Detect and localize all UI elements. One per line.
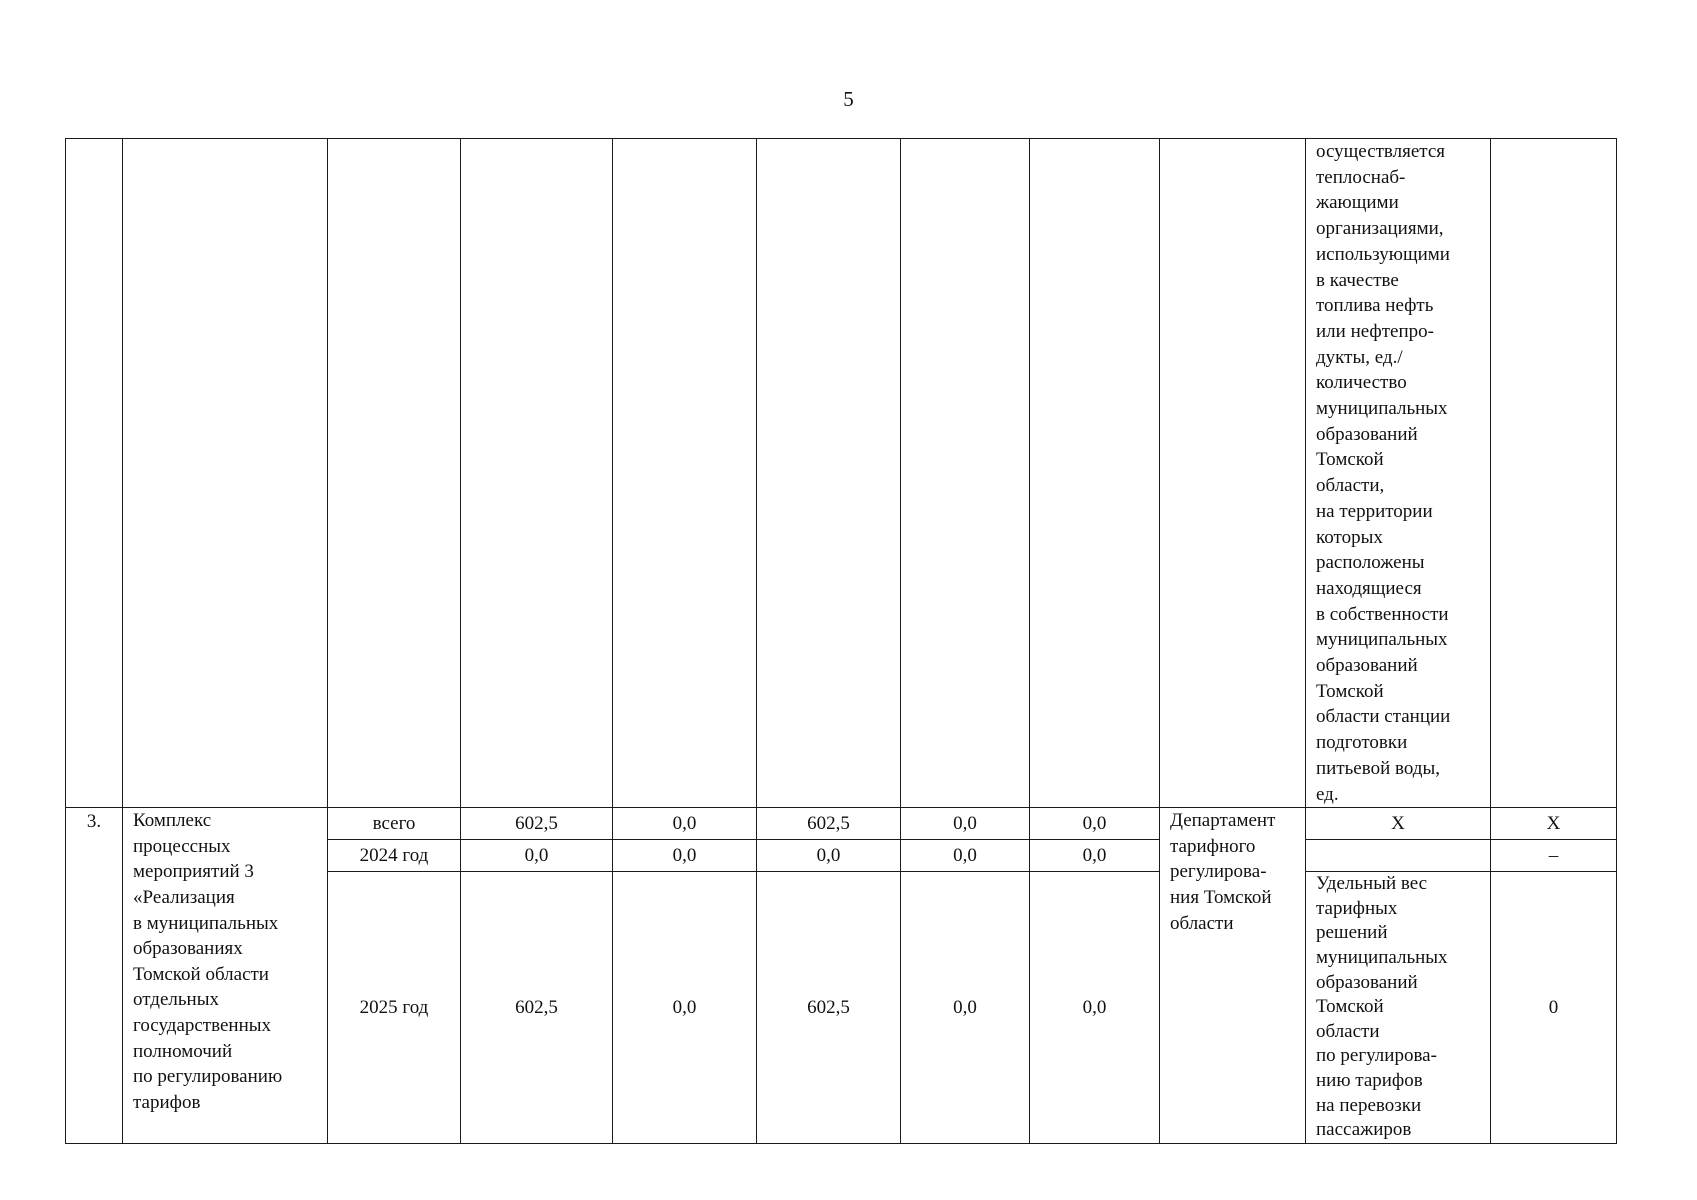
measure-name-line: тарифов	[133, 1091, 201, 1113]
measure-name-line: Комплекс	[133, 810, 212, 832]
continuation-indicator-line: образований	[1316, 423, 1418, 445]
continuation-indicator-line: в качестве	[1316, 269, 1399, 291]
continuation-indicator-line: теплоснаб-	[1316, 166, 1406, 188]
continuation-indicator-line: области,	[1316, 475, 1385, 497]
value-federal: 0,0	[613, 872, 757, 1144]
indicator-name	[1306, 840, 1491, 872]
continuation-indicator-line: Томской	[1316, 449, 1384, 471]
measure-name-line: мероприятий 3	[133, 861, 254, 883]
value-regional: 0,0	[757, 840, 901, 872]
indicator-name-line: пассажиров	[1316, 1119, 1412, 1141]
value-total: 602,5	[461, 808, 613, 840]
responsible-executor-line: Департамент	[1170, 810, 1276, 832]
value-other: 0,0	[1030, 808, 1160, 840]
continuation-cell-other	[1030, 139, 1160, 808]
indicator-name-line: решений	[1316, 922, 1388, 944]
responsible-cell	[1160, 808, 1306, 1144]
continuation-indicator-line: области станции	[1316, 706, 1451, 728]
value-local: 0,0	[901, 840, 1030, 872]
measure-name-line: полномочий	[133, 1040, 233, 1062]
indicator-name-line: по регулирова-	[1316, 1045, 1437, 1067]
table-row	[66, 808, 1617, 840]
measure-name	[133, 808, 323, 1115]
indicator-name-line: на перевозки	[1316, 1094, 1422, 1116]
indicator-value: –	[1491, 840, 1617, 872]
continuation-indicator-line: организациями,	[1316, 218, 1444, 240]
value-other: 0,0	[1030, 872, 1160, 1144]
indicator-name-line: Томской	[1316, 996, 1384, 1018]
value-local: 0,0	[901, 872, 1030, 1144]
indicator-value: 0	[1491, 872, 1617, 1144]
continuation-cell-federal	[613, 139, 757, 808]
continuation-indicator-line: муниципальных	[1316, 629, 1448, 651]
value-federal: 0,0	[613, 808, 757, 840]
measure-name-line: Томской области	[133, 963, 269, 985]
measure-name-line: «Реализация	[133, 887, 235, 909]
continuation-indicator-line: Томской	[1316, 680, 1384, 702]
indicator-name: X	[1306, 808, 1491, 840]
indicator-name-line: образований	[1316, 971, 1418, 993]
measure-name-line: по регулированию	[133, 1066, 283, 1088]
indicator-name-line: Удельный вес	[1316, 873, 1428, 895]
continuation-indicator-line: которых	[1316, 526, 1383, 548]
indicator-name-line: нию тарифов	[1316, 1070, 1423, 1092]
measure-name-line: в муниципальных	[133, 912, 279, 934]
period-label: 2025 год	[328, 872, 461, 1144]
responsible-executor	[1170, 808, 1301, 936]
continuation-cell-name	[123, 139, 328, 808]
continuation-indicator-line: топлива нефть	[1316, 295, 1434, 317]
continuation-cell-indicator-value	[1491, 139, 1617, 808]
continuation-indicator-line: в собственности	[1316, 603, 1449, 625]
indicator-name-cell	[1306, 872, 1491, 1144]
indicator-name-line: области	[1316, 1020, 1380, 1042]
continuation-row	[66, 139, 1617, 808]
measure-name-line: отдельных	[133, 989, 219, 1011]
continuation-indicator-line: подготовки	[1316, 732, 1408, 754]
period-label: всего	[328, 808, 461, 840]
indicator-name	[1306, 872, 1490, 1143]
indicator-name-line: тарифных	[1316, 897, 1398, 919]
continuation-cell-total	[461, 139, 613, 808]
continuation-indicator-text	[1306, 139, 1490, 807]
responsible-executor-line: тарифного	[1170, 835, 1256, 857]
value-federal: 0,0	[613, 840, 757, 872]
responsible-executor-line: ния Томской	[1170, 887, 1272, 909]
value-other: 0,0	[1030, 840, 1160, 872]
responsible-executor-line: области	[1170, 912, 1234, 934]
continuation-indicator-line: на территории	[1316, 500, 1433, 522]
continuation-indicator-line: или нефтепро-	[1316, 320, 1434, 342]
continuation-indicator-line: ед.	[1316, 783, 1339, 805]
responsible-executor-line: регулирова-	[1170, 861, 1267, 883]
continuation-indicator-line: находящиеся	[1316, 577, 1422, 599]
continuation-indicator-line: питьевой воды,	[1316, 757, 1440, 779]
value-total: 602,5	[461, 872, 613, 1144]
continuation-indicator-line: использующими	[1316, 243, 1450, 265]
continuation-cell-responsible	[1160, 139, 1306, 808]
page-number: 5	[843, 87, 854, 111]
measure-name-line: государственных	[133, 1015, 272, 1037]
continuation-cell-index	[66, 139, 123, 808]
value-total: 0,0	[461, 840, 613, 872]
value-regional: 602,5	[757, 872, 901, 1144]
row-index: 3.	[66, 808, 123, 1144]
continuation-indicator-line: осуществляется	[1316, 141, 1446, 162]
continuation-indicator-line: расположены	[1316, 552, 1425, 574]
indicator-name-line: муниципальных	[1316, 947, 1448, 969]
continuation-indicator-line: количество	[1316, 372, 1407, 394]
continuation-cell-regional	[757, 139, 901, 808]
period-label: 2024 год	[328, 840, 461, 872]
continuation-indicator-line: дукты, ед./	[1316, 346, 1403, 368]
measure-name-cell	[123, 808, 328, 1144]
measure-name-line: процессных	[133, 835, 231, 857]
value-regional: 602,5	[757, 808, 901, 840]
continuation-cell-period	[328, 139, 461, 808]
program-table	[65, 138, 1617, 1144]
measure-name-line: образованиях	[133, 938, 243, 960]
continuation-cell-indicator	[1306, 139, 1491, 808]
indicator-value: X	[1491, 808, 1617, 840]
continuation-indicator-line: жающими	[1316, 192, 1399, 214]
continuation-indicator-line: муниципальных	[1316, 398, 1448, 420]
continuation-indicator-line: образований	[1316, 655, 1418, 677]
value-local: 0,0	[901, 808, 1030, 840]
continuation-cell-local	[901, 139, 1030, 808]
